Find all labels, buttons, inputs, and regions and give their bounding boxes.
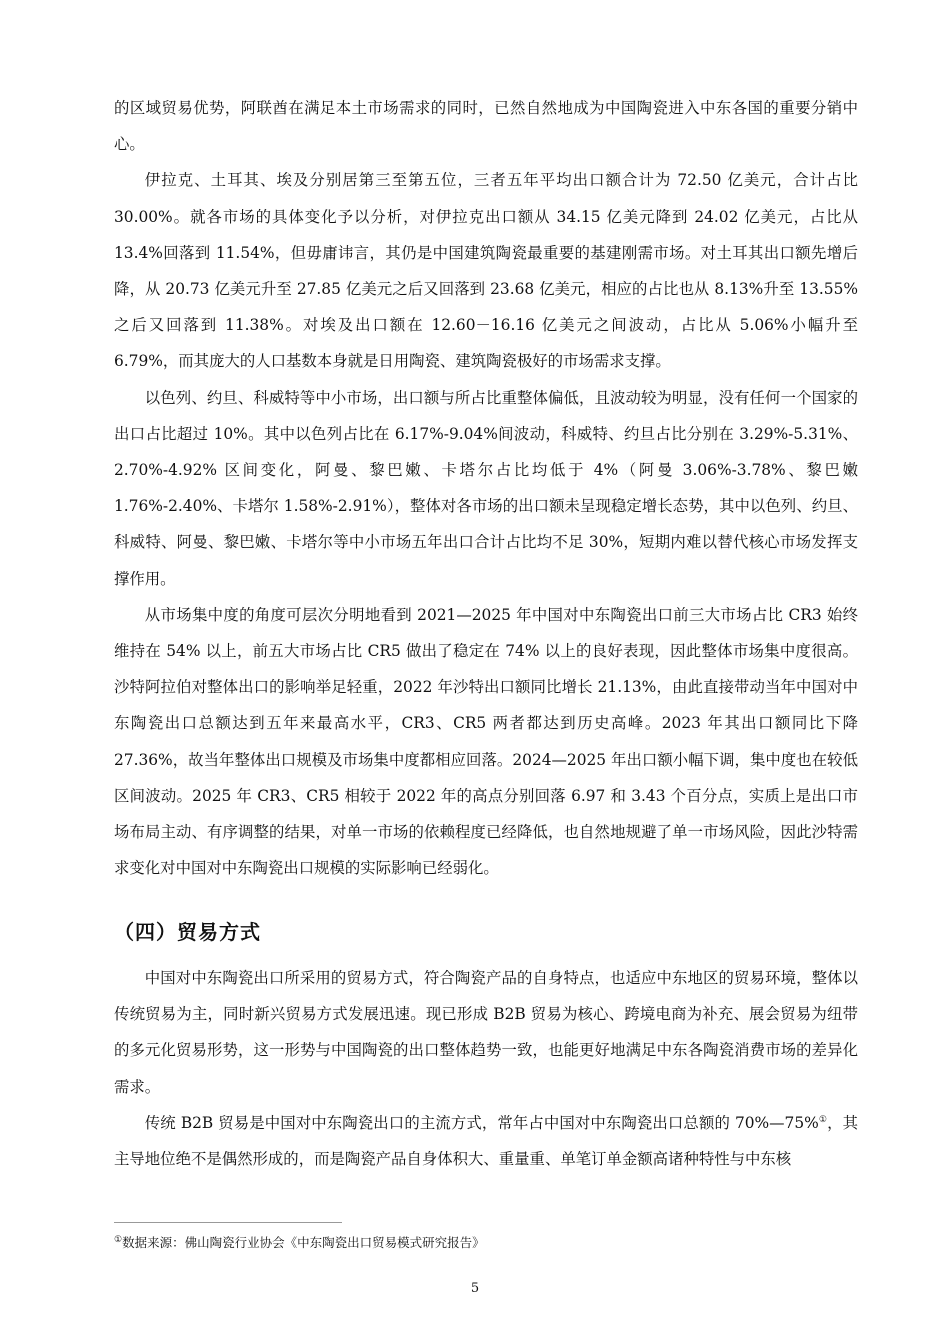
body-text-bottom xyxy=(114,960,858,1177)
footnote-mark: ① xyxy=(114,1234,123,1245)
footnote-text: 数据来源：佛山陶瓷行业协会《中东陶瓷出口贸易模式研究报告》 xyxy=(122,1235,485,1250)
paragraph-market-concentration: 从市场集中度的角度可层次分明地看到 2021—2025 年中国对中东陶瓷出口前三大市场占比 CR3 始终维持在 54% 以上，前五大市场占比 CR5 做出了稳定在 74% 以上的良好表现，因此整体市场集中度很高。沙特阿拉伯对整体出口的影响举足轻重，2022 年沙特出口额同比增长 21.13%，由此直接带动当年中国对中东陶瓷出口总额达到五年来最高水平，CR3、CR5 两者都达到历史高峰。2023 年其出口额同比下降 27.36%，故当年整体出口规模及市场集中度都相应回落。2024—2025 年出口额小幅下调，集中度也在较低区间波动。2025 年 CR3、CR5 相较于 2022 年的高点分别回落 6.97 和 3.43 个百分点，实质上是出口市场布局主动、有序调整的结果，对单一市场的依赖程度已经降低，也自然地规避了单一市场风险，因此沙特需求变化对中国对中东陶瓷出口规模的实际影响已经弱化。 xyxy=(114,605,858,878)
page-number: 5 xyxy=(470,1281,480,1296)
paragraph-b2b-text: 传统 B2B 贸易是中国对中东陶瓷出口的主流方式，常年占中国对中东陶瓷出口总额的 70%—75% xyxy=(144,1113,819,1132)
footnote-divider xyxy=(114,1222,342,1223)
paragraph-uae-distribution: 的区域贸易优势，阿联酋在满足本土市场需求的同时，已然自然地成为中国陶瓷进入中东各国的重要分销中心。 xyxy=(114,99,858,154)
paragraph-b2b-text-cont: ，其主导地位绝不是偶然形成的，而是陶瓷产品自身体积大、重量重、单笔订单金额高诸种特性与中东核 xyxy=(114,1113,858,1169)
footnote-reference[interactable]: ① xyxy=(818,1114,828,1125)
section-heading: （四）贸易方式 xyxy=(114,920,261,944)
paragraph-b2b xyxy=(114,1105,858,1177)
paragraph-trade-modes: 中国对中东陶瓷出口所采用的贸易方式，符合陶瓷产品的自身特点，也适应中东地区的贸易环境，整体以传统贸易为主，同时新兴贸易方式发展迅速。现已形成 B2B 贸易为核心、跨境电商为补充、展会贸易为纽带的多元化贸易形势，这一形势与中国陶瓷的出口整体趋势一致，也能更好地满足中东各陶瓷消费市场的差异化需求。 xyxy=(114,969,858,1096)
body-text-top xyxy=(114,90,858,886)
paragraph-small-markets: 以色列、约旦、科威特等中小市场，出口额与所占比重整体偏低，且波动较为明显，没有任何一个国家的出口占比超过 10%。其中以色列占比在 6.17%-9.04%间波动，科威特、约旦占比分别在 3.29%-5.31%、2.70%-4.92% 区间变化，阿曼、黎巴嫩、卡塔尔占比均低于 4%（阿曼 3.06%-3.78%、黎巴嫩 1.76%-2.40%、卡塔尔 1.58%-2.91%），整体对各市场的出口额未呈现稳定增长态势，其中以色列、约旦、科威特、阿曼、黎巴嫩、卡塔尔等中小市场五年出口合计占比均不足 30%，短期内难以替代核心市场发挥支撑作用。 xyxy=(114,388,858,588)
footnote xyxy=(114,1234,485,1252)
paragraph-iraq-turkey-egypt: 伊拉克、土耳其、埃及分别居第三至第五位，三者五年平均出口额合计为 72.50 亿美元，合计占比 30.00%。就各市场的具体变化予以分析，对伊拉克出口额从 34.15 亿美元降到 24.02 亿美元，占比从 13.4%回落到 11.54%，但毋庸讳言，其仍是中国建筑陶瓷最重要的基建刚需市场。对土耳其出口额先增后降，从 20.73 亿美元升至 27.85 亿美元之后又回落到 23.68 亿美元，相应的占比也从 8.13%升至 13.55%之后又回落到 11.38%。对埃及出口额在 12.60－16.16 亿美元之间波动，占比从 5.06%小幅升至 6.79%，而其庞大的人口基数本身就是日用陶瓷、建筑陶瓷极好的市场需求支撑。 xyxy=(114,171,858,371)
